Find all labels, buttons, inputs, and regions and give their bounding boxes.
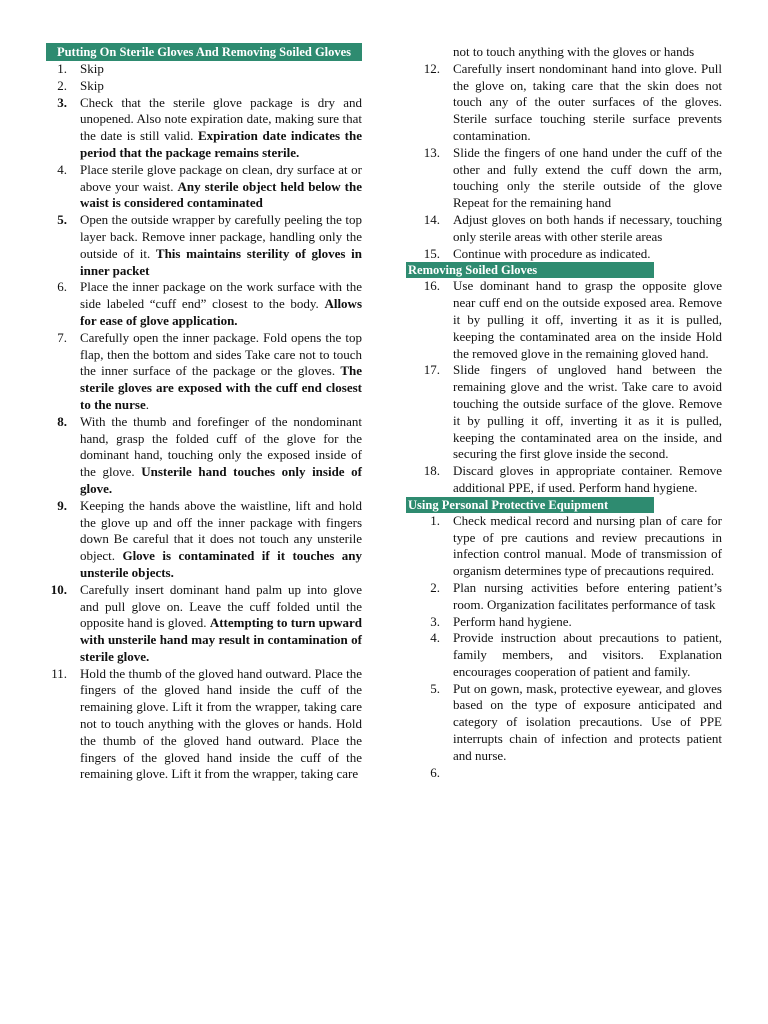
item-number: 8.	[57, 413, 67, 429]
item-text: Keeping the hands above the waistline, lift and hold the glove up and off the inner package with fingers down Be careful that it does not touch any unsterile object. Glove is contaminated if it touches any unsterile objects.	[80, 497, 363, 580]
rationale-text: This maintains sterility of gloves in inner packet	[80, 245, 362, 278]
item-number: 16.	[423, 278, 440, 294]
list-item	[406, 212, 722, 246]
item-number: 18.	[423, 463, 440, 479]
list-item	[406, 463, 722, 497]
item-number: 4.	[57, 161, 67, 177]
list-item	[46, 279, 362, 329]
item-number: 12.	[423, 60, 440, 76]
list-item	[46, 61, 362, 78]
item-text: Plan nursing activities before entering patient’s room. Organization facilitates performance of task	[453, 579, 722, 612]
item-number: 5.	[430, 680, 440, 696]
list-item	[406, 614, 722, 631]
list-item	[46, 666, 362, 784]
left-column	[46, 0, 362, 783]
glove-steps-list-continued	[406, 61, 722, 263]
item-number: 2.	[430, 579, 440, 595]
rationale-text: Unsterile hand touches only inside of glove.	[80, 464, 363, 496]
rationale-text: Any sterile object held below the waist is considered contaminated	[80, 178, 362, 211]
item-text: Slide the fingers of one hand under the cuff of the other and fully extend the cuff down the arm, touching only the sterile outside of the glove Repeat for the remaining hand	[453, 144, 722, 211]
item-number: 6.	[57, 279, 67, 295]
item-text: Carefully insert dominant hand palm up into glove and pull glove on. Leave the cuff folded until the opposite hand is gloved. Attempting to turn upward with unsterile hand may result in contamination of sterile glove.	[80, 581, 362, 664]
list-item	[46, 212, 362, 279]
list-item	[406, 681, 722, 765]
list-item	[406, 278, 722, 362]
right-column	[406, 0, 722, 781]
list-item	[406, 246, 722, 263]
rationale-text: The sterile gloves are exposed with the cuff end closest to the nurse	[80, 363, 362, 412]
rationale-text: Attempting to turn upward with unsterile hand may result in contamination of sterile glove.	[80, 615, 362, 664]
item-number: 15.	[423, 245, 440, 261]
item-text: Continue with procedure as indicated.	[453, 245, 651, 261]
item-text: Provide instruction about precautions to patient, family members, and visitors. Explanation encourages cooperation of patient and family.	[453, 630, 722, 679]
item-text: Carefully insert nondominant hand into glove. Pull the glove on, taking care that the skin does not touch any of the outer surfaces of the gloves. Sterile surface touching sterile surface prevents contamination.	[453, 60, 722, 143]
item-text: Open the outside wrapper by carefully peeling the top layer back. Remove inner package, handling only the outside of it. This maintains sterility of gloves in inner packet	[80, 212, 362, 278]
list-item	[46, 498, 362, 582]
list-item	[46, 162, 362, 212]
item-number: 14.	[423, 211, 440, 227]
list-item	[46, 330, 362, 414]
item-text: Check medical record and nursing plan of care for type of pre cautions and review precautions in infection control manual. Mode of transmission of organism determines type of precautions required.	[453, 512, 722, 579]
item-text: Skip	[80, 77, 104, 93]
item-number: 1.	[57, 61, 67, 76]
item-number: 10.	[50, 581, 67, 597]
list-item	[46, 414, 362, 498]
list-item	[406, 61, 722, 145]
item-number: 3.	[57, 94, 67, 110]
item-number: 1.	[430, 512, 440, 528]
ppe-steps-list	[406, 513, 722, 782]
item-text: Place sterile glove package on clean, dry surface at or above your waist. Any sterile object held below the waist is considered contaminated	[80, 161, 362, 211]
list-item	[406, 630, 722, 680]
item-number: 13.	[423, 144, 440, 160]
section-heading-putting-on-gloves: Putting On Sterile Gloves And Removing Soiled Gloves	[46, 43, 362, 61]
item-number: 9.	[57, 497, 67, 513]
item-text: Adjust gloves on both hands if necessary, touching only sterile areas with other sterile areas	[453, 211, 722, 244]
list-item	[46, 95, 362, 162]
section-heading-removing-gloves: Removing Soiled Gloves	[406, 262, 654, 278]
item-number: 6.	[430, 764, 440, 780]
item-number: 7.	[57, 329, 67, 345]
item-number: 3.	[430, 613, 440, 629]
item-text: Use dominant hand to grasp the opposite glove near cuff end on the outside exposed area. Remove it by pulling it off, inverting it as it is pulled, keeping the contaminated area on the inside Hold the removed glove in the remaining gloved hand.	[453, 278, 722, 361]
glove-steps-list	[46, 61, 362, 783]
item-number: 17.	[423, 362, 440, 378]
item-number: 2.	[57, 77, 67, 93]
item-number: 5.	[57, 212, 67, 228]
item-text: Perform hand hygiene.	[453, 613, 572, 629]
item-number: 11.	[51, 665, 67, 681]
item-text: Put on gown, mask, protective eyewear, and gloves based on the type of exposure anticipated and category of isolation precautions. Use of PPE interrupts chain of infection and protects patient and nurse.	[453, 680, 722, 763]
item-text: Hold the thumb of the gloved hand outward. Place the fingers of the gloved hand inside the cuff of the remaining glove. Lift it from the wrapper, taking care not to touch anything with the gloves or hands. Hold the thumb of the gloved hand outward. Place the fingers of the gloved hand inside the cuff of the remaining glove. Lift it from the wrapper, taking care	[80, 665, 362, 782]
rationale-text: Glove is contaminated if it touches any unsterile objects.	[80, 548, 363, 580]
list-item	[406, 362, 722, 463]
list-item	[46, 78, 362, 95]
continued-text: not to touch anything with the gloves or hands	[453, 44, 695, 59]
list-item	[46, 582, 362, 666]
item-text: Discard gloves in appropriate container. Remove additional PPE, if used. Perform hand hygiene.	[453, 463, 722, 495]
list-item	[406, 765, 722, 782]
removing-steps-list	[406, 278, 722, 496]
item-number: 4.	[430, 630, 440, 646]
rationale-text: Allows for ease of glove application.	[80, 296, 362, 328]
list-item	[406, 513, 722, 580]
rationale-text: Expiration date indicates the period that the package remains sterile.	[80, 128, 362, 160]
item-text: With the thumb and forefinger of the nondominant hand, grasp the folded cuff of the glove for the dominant hand, touching only the exposed inside of the glove. Unsterile hand touches only inside of glove.	[80, 413, 363, 496]
section-heading-ppe: Using Personal Protective Equipment	[406, 497, 654, 513]
item-text: Place the inner package on the work surface with the side labeled “cuff end” closest to the body. Allows for ease of glove application.	[80, 279, 362, 328]
item-text: Skip	[80, 61, 104, 76]
list-item	[406, 145, 722, 212]
item-text: Slide fingers of ungloved hand between the remaining glove and the wrist. Take care to avoid touching the outside surface of the glove. Remove it by pulling it off, inverting it as it is pulled, keeping the contaminated area on the inside, and securing the first glove inside the second.	[453, 362, 722, 462]
list-item	[406, 580, 722, 614]
item-text: Check that the sterile glove package is dry and unopened. Also note expiration date, making sure that the date is still valid. Expiration date indicates the period that the package remains sterile.	[80, 94, 362, 160]
item-text: Carefully open the inner package. Fold opens the top flap, then the bottom and sides Take care not to touch the inner surface of the package or the gloves. The sterile gloves are exposed with the cuff end closest to the nurse.	[80, 329, 362, 412]
